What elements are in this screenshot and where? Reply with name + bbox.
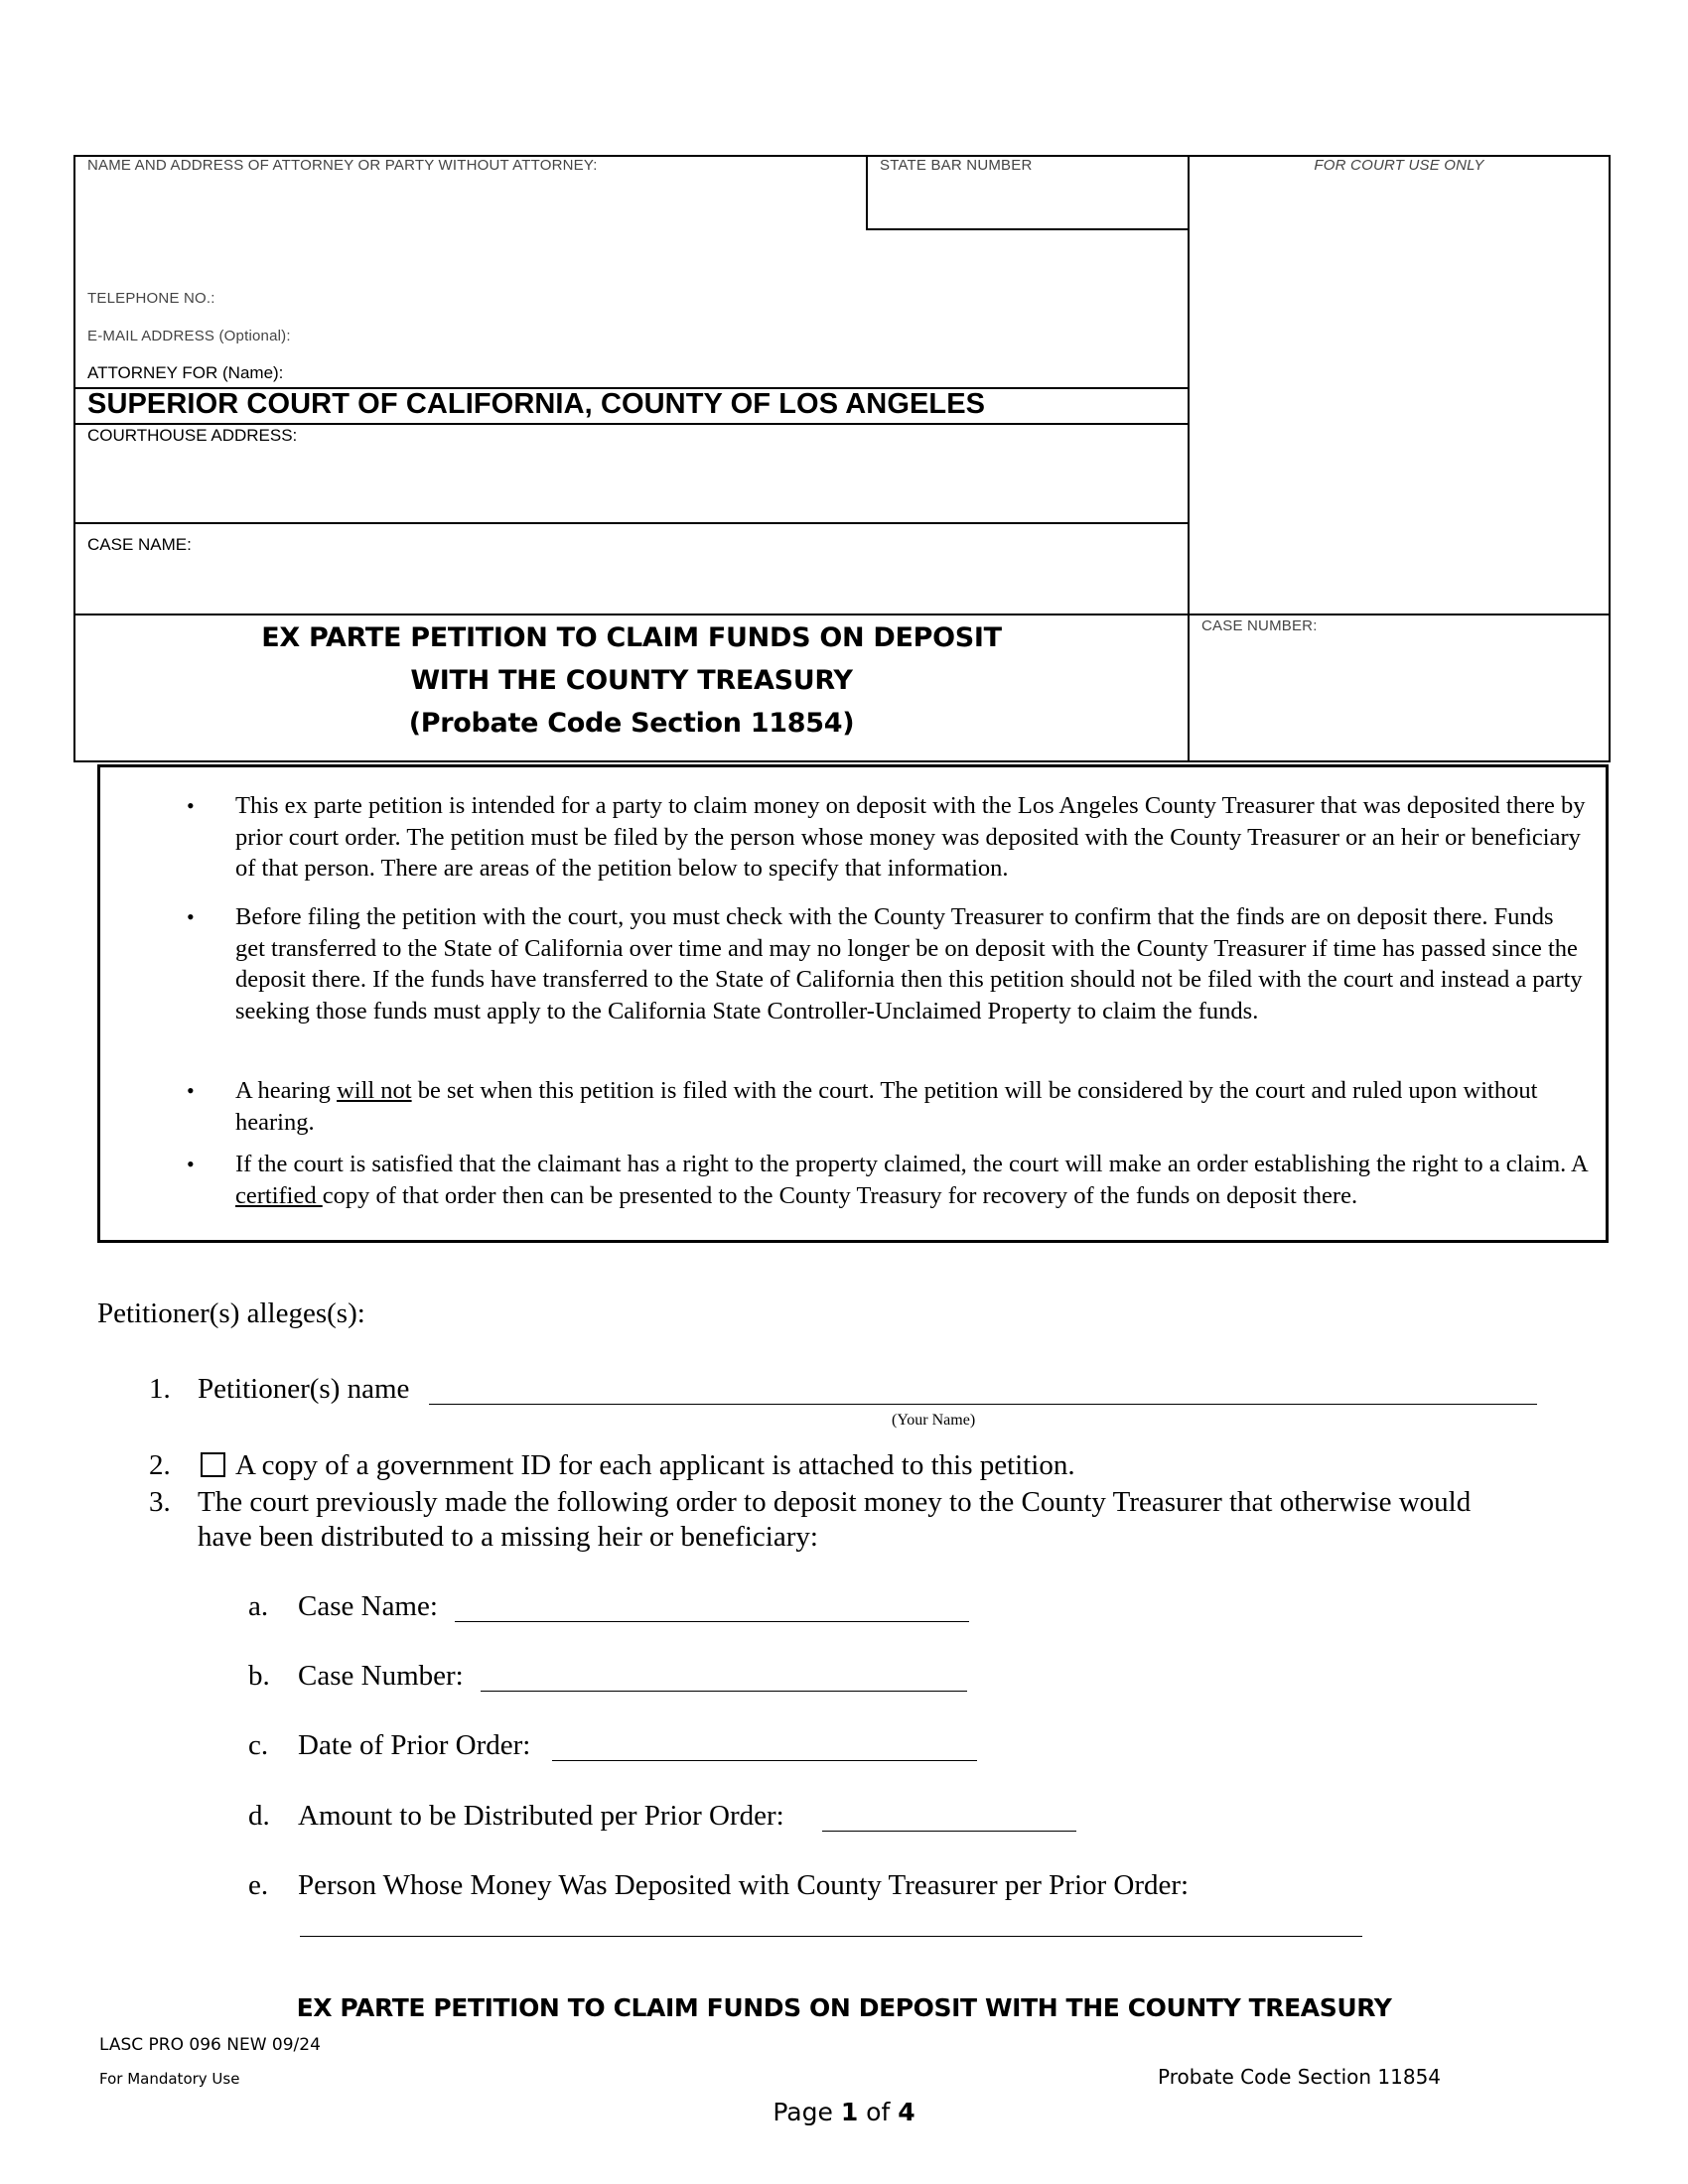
amount-field[interactable] [822,1831,1076,1832]
footer-code-section: Probate Code Section 11854 [1158,2065,1442,2089]
instruction-bullet-3: • A hearing will not be set when this petition is filed with the court. The petition will be considered by the court and ruled upon without hearing. [187,1077,1538,1136]
sub-d-label: Amount to be Distributed per Prior Order: [298,1800,784,1832]
instruction-bullet-1: • This ex parte petition is intended for a party to claim money on deposit with the Los Angeles County Treasurer that was deposited there by prior court order. The petition must be filed by the person whose money was deposited with the County Treasurer or an heir or beneficiary of that person. There are areas of the petition below to specify that information. [187,792,1586,882]
state-bar-number-label: STATE BAR NUMBER [880,157,1033,174]
attorney-for-label: ATTORNEY FOR (Name): [87,363,284,382]
petitioner-name-field[interactable] [429,1404,1537,1405]
sub-e-label: Person Whose Money Was Deposited with County Treasurer per Prior Order: [298,1869,1190,1901]
sub-c-letter: c. [248,1729,269,1761]
instruction-bullet-2: • Before filing the petition with the court, you must check with the County Treasurer to confirm that the finds are on deposit there. Funds get transferred to the State of California over time and may no longer be on deposit with the County Treasurer if time has passed since the deposit there. If the funds have transferred to the State of California then this petition should not be filed with the court and instead a party seeking those funds must apply to the California State Controller-Unclaimed Property to claim the funds. [187,903,1583,1024]
case-name-field[interactable] [455,1621,969,1622]
courthouse-address-label: COURTHOUSE ADDRESS: [87,426,298,445]
bullet-dot: • [187,1152,195,1176]
item-3-line2: have been distributed to a missing heir or beneficiary: [198,1521,818,1553]
court-name-bottom-border [73,423,1188,425]
mandatory-use-note: For Mandatory Use [99,2070,240,2088]
attorney-name-address-label: NAME AND ADDRESS OF ATTORNEY OR PARTY WITHOUT ATTORNEY: [87,157,598,174]
sub-a-label: Case Name: [298,1590,438,1622]
sub-c-label: Date of Prior Order: [298,1729,531,1761]
date-of-prior-order-field[interactable] [552,1760,977,1761]
form-title-line3: (Probate Code Section 11854) [408,708,855,739]
form-number: LASC PRO 096 NEW 09/24 [99,2035,321,2055]
case-number-field[interactable] [481,1691,967,1692]
form-title-line2: WITH THE COUNTY TREASURY [410,665,853,696]
petitioner-alleges: Petitioner(s) alleges(s): [97,1297,365,1329]
sub-b-label: Case Number: [298,1660,464,1692]
item-2-number: 2. [149,1449,171,1481]
case-number-label: CASE NUMBER: [1201,617,1318,634]
sub-a-letter: a. [248,1590,269,1622]
instruction-bullet-4: • If the court is satisfied that the claimant has a right to the property claimed, the court will make an order establishing the right to a claim. A certified copy of that order then can be presented to the County Treasury for recovery of the funds on deposit there. [187,1151,1588,1209]
courthouse-bottom-border [73,522,1188,524]
telephone-label: TELEPHONE NO.: [87,290,215,307]
bullet-dot: • [187,793,195,818]
your-name-hint: (Your Name) [892,1412,976,1429]
sub-d-letter: d. [248,1800,270,1832]
government-id-checkbox[interactable] [201,1452,225,1477]
email-label: E-MAIL ADDRESS (Optional): [87,328,291,344]
state-bar-left-border [866,155,868,228]
case-name-label: CASE NAME: [87,535,192,554]
sub-e-letter: e. [248,1869,269,1901]
state-bar-bottom-border [866,228,1188,230]
person-deposited-field[interactable] [300,1936,1362,1937]
item-1-label: Petitioner(s) name [198,1373,410,1405]
footer-title: EX PARTE PETITION TO CLAIM FUNDS ON DEPOSIT WITH THE COUNTY TREASURY [296,1993,1392,2022]
caption-right-border [1609,155,1611,762]
court-name-heading: SUPERIOR COURT OF CALIFORNIA, COUNTY OF LOS ANGELES [87,388,986,420]
caption-bottom-border [73,760,1611,762]
item-3-number: 3. [149,1486,171,1518]
sub-b-letter: b. [248,1660,270,1692]
bullet-dot: • [187,904,195,929]
item-3-line1: The court previously made the following order to deposit money to the County Treasurer that otherwise would [198,1486,1472,1518]
item-1-number: 1. [149,1373,171,1405]
page-number: Page 1 of 4 [773,2098,915,2126]
item-2-text: A copy of a government ID for each applicant is attached to this petition. [201,1449,1075,1482]
court-use-only-label: FOR COURT USE ONLY [1314,157,1484,174]
bullet-dot: • [187,1078,195,1103]
case-name-bottom-border [73,614,1611,615]
form-title-line1: EX PARTE PETITION TO CLAIM FUNDS ON DEPOSIT [261,622,1002,653]
